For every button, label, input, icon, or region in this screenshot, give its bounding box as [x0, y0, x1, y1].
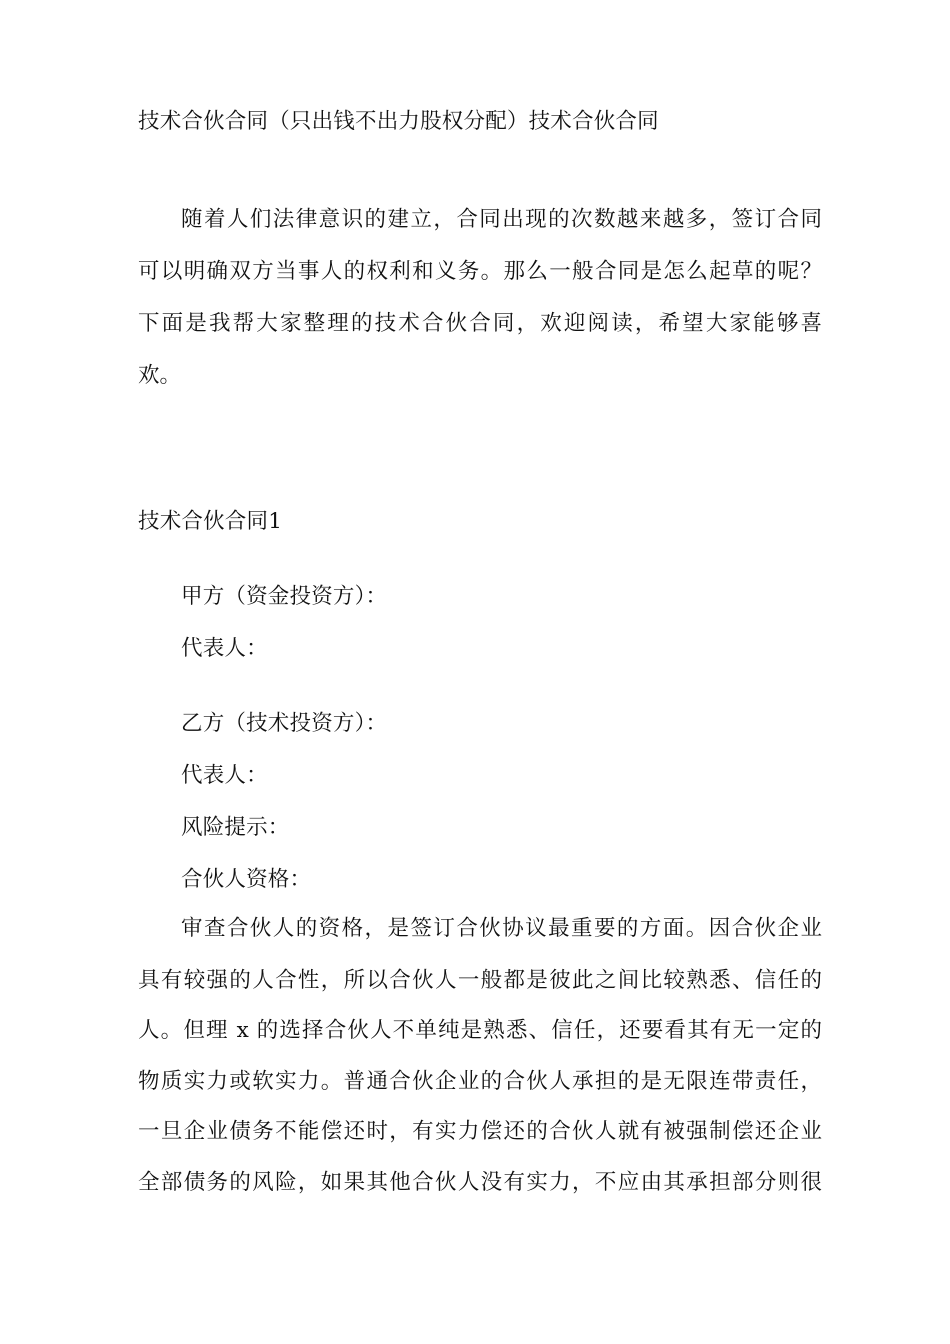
- body-line-6: 全部债务的风险，如果其他合伙人没有实力，不应由其承担部分则很: [138, 1170, 822, 1195]
- section-title: 技术合伙合同1: [138, 509, 283, 534]
- body-line-1: 审查合伙人的资格，是签订合伙协议最重要的方面。因合伙企业: [181, 916, 822, 941]
- body-line-5: 一旦企业债务不能偿还时，有实力偿还的合伙人就有被强制偿还企业: [138, 1119, 822, 1144]
- intro-line-3: 下面是我帮大家整理的技术合伙合同，欢迎阅读，希望大家能够喜: [138, 311, 822, 336]
- party-a-label: 甲方（资金投资方）：: [181, 584, 388, 609]
- intro-line-1: 随着人们法律意识的建立，合同出现的次数越来越多，签订合同: [181, 207, 822, 232]
- document-title: 技术合伙合同（只出钱不出力股权分配）技术合伙合同: [138, 109, 659, 134]
- party-a-representative: 代表人：: [181, 636, 268, 661]
- risk-tip-heading: 风险提示：: [181, 815, 290, 840]
- body-line-3: 人。但理 x 的选择合伙人不单纯是熟悉、信任，还要看其有无一定的: [138, 1018, 822, 1043]
- party-b-representative: 代表人：: [181, 763, 268, 788]
- intro-line-4: 欢。: [138, 363, 182, 388]
- partner-qualification-heading: 合伙人资格：: [181, 867, 312, 892]
- body-line-2: 具有较强的人合性，所以合伙人一般都是彼此之间比较熟悉、信任的: [138, 968, 822, 993]
- intro-line-2: 可以明确双方当事人的权利和义务。那么一般合同是怎么起草的呢？: [138, 259, 822, 284]
- body-line-4: 物质实力或软实力。普通合伙企业的合伙人承担的是无限连带责任，: [138, 1069, 822, 1094]
- party-b-label: 乙方（技术投资方）：: [181, 711, 388, 736]
